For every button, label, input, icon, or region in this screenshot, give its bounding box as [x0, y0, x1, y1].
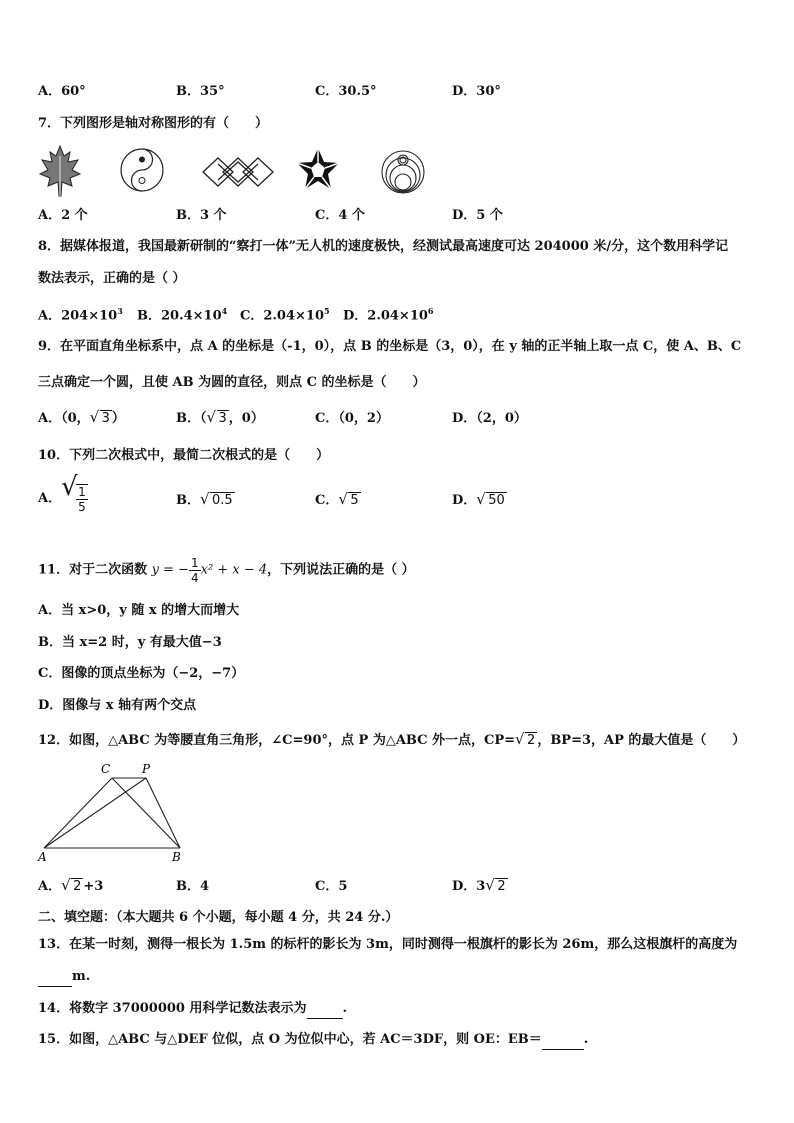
- label-p: P: [142, 762, 151, 776]
- q11-option-c: C．图像的顶点坐标为（−2，−7）: [38, 666, 245, 681]
- q9-stem-line2: 三点确定一个圆，且使 AB 为圆的直径，则点 C 的坐标是（ ）: [38, 375, 426, 390]
- q9-stem-line1: 9．在平面直角坐标系中，点 A 的坐标是（-1，0），点 B 的坐标是（3，0），在 y 轴的正半轴上取一点 C，使 A、B、C: [38, 339, 742, 354]
- q7-option-a: A．2 个: [38, 208, 88, 223]
- q7-stem: 7．下列图形是轴对称图形的有（ ）: [38, 116, 269, 131]
- q9-option-a: A．（0， √ 3 ）: [38, 408, 125, 426]
- q11-option-b: B．当 x=2 时，y 有最大值−3: [38, 635, 222, 650]
- q10-option-c: C． √ 5: [315, 490, 359, 508]
- q12-option-d: D．3 √ 2: [452, 876, 506, 894]
- q10-stem: 10．下列二次根式中，最简二次根式的是（ ）: [38, 448, 330, 463]
- q11-option-a: A．当 x>0，y 随 x 的增大而增大: [38, 603, 240, 618]
- q13-answer-blank[interactable]: [38, 968, 72, 987]
- q6-option-c: C．30.5°: [315, 84, 377, 99]
- q12-option-c: C．5: [315, 879, 348, 894]
- q6-option-b: B．35°: [176, 84, 225, 99]
- segment-bp: [146, 778, 180, 848]
- q8-option-a: A．$204\times 10^3$: [38, 306, 123, 324]
- q8-stem-line2: 数法表示，正确的是（ ）: [38, 271, 186, 286]
- q11-stem: 11．对于二次函数 y = − $\frac{1}{4}$ x² + x − 4，下列说法正确的是（ ）: [38, 556, 415, 585]
- label-c: C: [101, 762, 111, 776]
- q7-option-c: C．4 个: [315, 208, 365, 223]
- segment-ap: [44, 778, 146, 848]
- section-2-heading: 二、填空题：（本大题共 6 个小题，每小题 4 分，共 24 分.）: [38, 910, 399, 925]
- q15-answer-blank[interactable]: [542, 1031, 584, 1050]
- q6-option-a: A．60°: [38, 84, 86, 99]
- label-b: B: [172, 850, 181, 864]
- q7-option-d: D．5 个: [452, 208, 503, 223]
- q15-stem: 15．如图，△ABC 与△DEF 位似，点 O 为位似中心，若 AC＝3DF，则 OE：EB＝ .: [38, 1031, 588, 1050]
- q6-option-d: D．30°: [452, 84, 501, 99]
- q12-stem: 12．如图，△ABC 为等腰直角三角形，∠C=90°，点 P 为△ABC 外一点，CP= √ 2 ，BP=3，AP 的最大值是（ ）: [38, 730, 746, 748]
- q9-option-c: C．（0，2）: [315, 411, 389, 426]
- q12-figure: [36, 760, 188, 864]
- q8-stem-line1: 8．据媒体报道，我国最新研制的“察打一体”无人机的速度极快，经测试最高速度可达 204000 米/分，这个数用科学记: [38, 239, 729, 254]
- q9-option-b: B．（ √ 3 ，0）: [176, 408, 264, 426]
- segment-cb: [112, 778, 180, 848]
- knot-pattern-icon: [203, 158, 273, 186]
- q11-option-d: D．图像与 x 轴有两个交点: [38, 698, 197, 713]
- maple-leaf-icon: [40, 146, 80, 196]
- q14-answer-blank[interactable]: [307, 1000, 343, 1019]
- concentric-circles-icon: [382, 151, 424, 193]
- pentagon-star-icon: [297, 148, 339, 189]
- q10-option-a: A． √ $\frac{1}{5}$: [38, 472, 86, 514]
- yin-yang-icon: [121, 149, 163, 191]
- q10-option-b: B． √ 0.5: [176, 490, 233, 508]
- q12-option-b: B．4: [176, 879, 210, 894]
- q8-option-d: D．$2.04\times 10^6$: [343, 306, 434, 324]
- segment-ac: [44, 778, 112, 848]
- q8-option-c: C．$2.04\times 10^5$: [240, 306, 330, 324]
- q12-option-a: A． √ 2 +3: [38, 876, 104, 894]
- q7-figures: [38, 142, 428, 200]
- label-a: A: [38, 850, 47, 864]
- q7-option-b: B．3 个: [176, 208, 227, 223]
- q9-option-d: D．（2，0）: [452, 411, 527, 426]
- q10-option-d: D． √ 50: [452, 490, 505, 508]
- q13-stem-line2: m.: [38, 968, 90, 987]
- q13-stem-line1: 13．在某一时刻，测得一根长为 1.5m 的标杆的影长为 3m，同时测得一根旗杆的影长为 26m，那么这根旗杆的高度为: [38, 937, 738, 952]
- q14-stem: 14．将数字 37000000 用科学记数法表示为 .: [38, 1000, 347, 1019]
- q8-option-b: B．$20.4\times 10^4$: [137, 306, 228, 324]
